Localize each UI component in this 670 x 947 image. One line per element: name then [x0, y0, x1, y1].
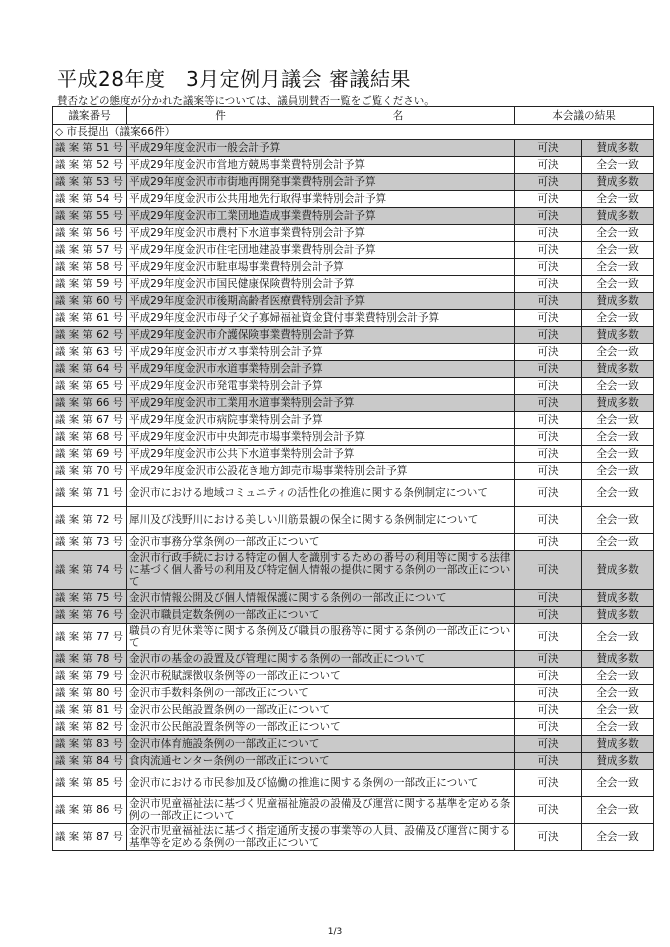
result-cell: 可決	[515, 770, 582, 797]
result-cell: 可決	[515, 736, 582, 753]
result-cell: 可決	[515, 651, 582, 668]
bill-number-cell: 議 案 第 80 号	[53, 685, 127, 702]
result-cell: 可決	[515, 753, 582, 770]
bill-number-cell: 議 案 第 68 号	[53, 429, 127, 446]
result-cell: 可決	[515, 174, 582, 191]
vote-cell: 全会一致	[582, 446, 654, 463]
bill-number-cell: 議 案 第 52 号	[53, 157, 127, 174]
bill-number-cell: 議 案 第 71 号	[53, 480, 127, 507]
table-row	[53, 668, 654, 685]
bill-subject-cell: 平成29年度金沢市中央卸売市場事業特別会計予算	[127, 429, 515, 446]
vote-cell: 全会一致	[582, 702, 654, 719]
bill-subject-cell: 金沢市手数料条例の一部改正について	[127, 685, 515, 702]
vote-cell: 全会一致	[582, 507, 654, 534]
vote-cell: 賛成多数	[582, 551, 654, 590]
bill-number-cell: 議 案 第 82 号	[53, 719, 127, 736]
bill-number-cell: 議 案 第 53 号	[53, 174, 127, 191]
bill-number-cell: 議 案 第 60 号	[53, 293, 127, 310]
bill-number-cell: 議 案 第 81 号	[53, 702, 127, 719]
vote-cell: 全会一致	[582, 412, 654, 429]
table-row	[53, 378, 654, 395]
table-row	[53, 824, 654, 851]
bill-subject-cell: 平成29年度金沢市介護保険事業費特別会計予算	[127, 327, 515, 344]
vote-cell: 賛成多数	[582, 174, 654, 191]
result-cell: 可決	[515, 225, 582, 242]
bill-number-cell: 議 案 第 84 号	[53, 753, 127, 770]
table-row	[53, 797, 654, 824]
vote-cell: 全会一致	[582, 463, 654, 480]
vote-cell: 全会一致	[582, 685, 654, 702]
bill-number-cell: 議 案 第 61 号	[53, 310, 127, 327]
table-row	[53, 480, 654, 507]
table-row	[53, 412, 654, 429]
bill-number-cell: 議 案 第 66 号	[53, 395, 127, 412]
bill-subject-cell: 金沢市事務分掌条例の一部改正について	[127, 534, 515, 551]
table-row	[53, 225, 654, 242]
bill-number-cell: 議 案 第 54 号	[53, 191, 127, 208]
bill-subject-cell: 金沢市における市民参加及び協働の推進に関する条例の一部改正について	[127, 770, 515, 797]
result-cell: 可決	[515, 208, 582, 225]
bill-subject-cell: 職員の育児休業等に関する条例及び職員の服務等に関する条例の一部改正について	[127, 624, 515, 651]
bill-subject-cell: 平成29年度金沢市駐車場事業費特別会計予算	[127, 259, 515, 276]
bill-number-cell: 議 案 第 74 号	[53, 551, 127, 590]
vote-cell: 賛成多数	[582, 395, 654, 412]
vote-cell: 賛成多数	[582, 651, 654, 668]
bill-subject-cell: 平成29年度金沢市住宅団地建設事業費特別会計予算	[127, 242, 515, 259]
bill-subject-cell: 金沢市情報公開及び個人情報保護に関する条例の一部改正について	[127, 590, 515, 607]
bill-number-cell: 議 案 第 79 号	[53, 668, 127, 685]
vote-cell: 賛成多数	[582, 753, 654, 770]
bill-subject-cell: 金沢市の基金の設置及び管理に関する条例の一部改正について	[127, 651, 515, 668]
instruction-note: 賛否などの態度が分かれた議案等については、議員別賛否一覧をご覧ください。	[57, 95, 435, 107]
table-row	[53, 344, 654, 361]
bill-subject-cell: 平成29年度金沢市ガス事業特別会計予算	[127, 344, 515, 361]
vote-cell: 全会一致	[582, 225, 654, 242]
bill-number-cell: 議 案 第 77 号	[53, 624, 127, 651]
table-row	[53, 361, 654, 378]
vote-cell: 賛成多数	[582, 361, 654, 378]
vote-cell: 全会一致	[582, 276, 654, 293]
bill-number-cell: 議 案 第 72 号	[53, 507, 127, 534]
section-label: ◇ 市長提出（議案66件）	[53, 125, 654, 140]
table-header-row	[53, 107, 654, 125]
table-row	[53, 429, 654, 446]
bill-number-cell: 議 案 第 51 号	[53, 140, 127, 157]
bill-number-cell: 議 案 第 58 号	[53, 259, 127, 276]
bill-subject-cell: 金沢市における地域コミュニティの活性化の推進に関する条例制定について	[127, 480, 515, 507]
result-cell: 可決	[515, 590, 582, 607]
table-row	[53, 607, 654, 624]
bill-subject-cell: 金沢市税賦課徴収条例等の一部改正について	[127, 668, 515, 685]
bill-subject-cell: 金沢市児童福祉法に基づく児童福祉施設の設備及び運営に関する基準を定める条例の一部改正について	[127, 797, 515, 824]
vote-cell: 全会一致	[582, 480, 654, 507]
table-row	[53, 395, 654, 412]
results-table	[52, 106, 654, 851]
table-row	[53, 507, 654, 534]
table-row	[53, 702, 654, 719]
result-cell: 可決	[515, 412, 582, 429]
result-cell: 可決	[515, 191, 582, 208]
bill-number-cell: 議 案 第 73 号	[53, 534, 127, 551]
result-cell: 可決	[515, 344, 582, 361]
vote-cell: 全会一致	[582, 242, 654, 259]
vote-cell: 賛成多数	[582, 590, 654, 607]
header-plenary-result: 本会議の結果	[515, 107, 654, 125]
table-row	[53, 590, 654, 607]
bill-number-cell: 議 案 第 78 号	[53, 651, 127, 668]
result-cell: 可決	[515, 551, 582, 590]
bill-subject-cell: 平成29年度金沢市水道事業特別会計予算	[127, 361, 515, 378]
bill-number-cell: 議 案 第 70 号	[53, 463, 127, 480]
table-row	[53, 624, 654, 651]
bill-subject-cell: 犀川及び浅野川における美しい川筋景観の保全に関する条例制定について	[127, 507, 515, 534]
result-cell: 可決	[515, 824, 582, 851]
vote-cell: 賛成多数	[582, 736, 654, 753]
table-row	[53, 293, 654, 310]
result-cell: 可決	[515, 259, 582, 276]
vote-cell: 賛成多数	[582, 607, 654, 624]
bill-subject-cell: 平成29年度金沢市公設花き地方卸売市場事業特別会計予算	[127, 463, 515, 480]
vote-cell: 賛成多数	[582, 327, 654, 344]
result-cell: 可決	[515, 310, 582, 327]
table-row	[53, 719, 654, 736]
vote-cell: 全会一致	[582, 770, 654, 797]
bill-number-cell: 議 案 第 75 号	[53, 590, 127, 607]
bill-number-cell: 議 案 第 83 号	[53, 736, 127, 753]
bill-number-cell: 議 案 第 65 号	[53, 378, 127, 395]
bill-subject-cell: 金沢市体育施設条例の一部改正について	[127, 736, 515, 753]
result-cell: 可決	[515, 507, 582, 534]
result-cell: 可決	[515, 361, 582, 378]
table-row	[53, 770, 654, 797]
header-subject-right: 名	[392, 109, 404, 122]
vote-cell: 全会一致	[582, 378, 654, 395]
result-cell: 可決	[515, 702, 582, 719]
vote-cell: 賛成多数	[582, 293, 654, 310]
bill-number-cell: 議 案 第 62 号	[53, 327, 127, 344]
table-row	[53, 446, 654, 463]
bill-number-cell: 議 案 第 57 号	[53, 242, 127, 259]
vote-cell: 全会一致	[582, 534, 654, 551]
result-cell: 可決	[515, 607, 582, 624]
bill-number-cell: 議 案 第 59 号	[53, 276, 127, 293]
bill-number-cell: 議 案 第 87 号	[53, 824, 127, 851]
page-number: 1/3	[327, 927, 343, 937]
bill-number-cell: 議 案 第 67 号	[53, 412, 127, 429]
bill-subject-cell: 金沢市公民館設置条例の一部改正について	[127, 702, 515, 719]
bill-number-cell: 議 案 第 85 号	[53, 770, 127, 797]
vote-cell: 全会一致	[582, 719, 654, 736]
result-cell: 可決	[515, 534, 582, 551]
bill-subject-cell: 平成29年度金沢市発電事業特別会計予算	[127, 378, 515, 395]
result-cell: 可決	[515, 293, 582, 310]
result-cell: 可決	[515, 446, 582, 463]
bill-subject-cell: 平成29年度金沢市病院事業特別会計予算	[127, 412, 515, 429]
table-row	[53, 140, 654, 157]
vote-cell: 全会一致	[582, 429, 654, 446]
table-row	[53, 276, 654, 293]
bill-number-cell: 議 案 第 63 号	[53, 344, 127, 361]
bill-subject-cell: 平成29年度金沢市後期高齢者医療費特別会計予算	[127, 293, 515, 310]
table-row	[53, 463, 654, 480]
result-cell: 可決	[515, 140, 582, 157]
bill-subject-cell: 金沢市行政手続における特定の個人を識別するための番号の利用等に関する法律に基づく個人番号の利用及び特定個人情報の提供に関する条例の一部改正について	[127, 551, 515, 590]
vote-cell: 全会一致	[582, 310, 654, 327]
vote-cell: 全会一致	[582, 824, 654, 851]
page-title: 平成28年度 3月定例月議会 審議結果	[57, 67, 412, 91]
table-row	[53, 208, 654, 225]
bill-subject-cell: 平成29年度金沢市国民健康保険費特別会計予算	[127, 276, 515, 293]
bill-number-cell: 議 案 第 86 号	[53, 797, 127, 824]
table-row	[53, 534, 654, 551]
table-row	[53, 191, 654, 208]
bill-number-cell: 議 案 第 55 号	[53, 208, 127, 225]
table-row	[53, 242, 654, 259]
vote-cell: 全会一致	[582, 157, 654, 174]
result-cell: 可決	[515, 463, 582, 480]
table-row	[53, 685, 654, 702]
result-cell: 可決	[515, 327, 582, 344]
table-row	[53, 753, 654, 770]
table-row	[53, 651, 654, 668]
table-row	[53, 736, 654, 753]
bill-subject-cell: 金沢市公民館設置条例等の一部改正について	[127, 719, 515, 736]
header-bill-number: 議案番号	[53, 107, 127, 125]
table-row	[53, 310, 654, 327]
bill-subject-cell: 金沢市児童福祉法に基づく指定通所支援の事業等の人員、設備及び運営に関する基準等を定める条例の一部改正について	[127, 824, 515, 851]
result-cell: 可決	[515, 624, 582, 651]
bill-subject-cell: 平成29年度金沢市工業用水道事業特別会計予算	[127, 395, 515, 412]
bill-subject-cell: 平成29年度金沢市母子父子寡婦福祉資金貸付事業費特別会計予算	[127, 310, 515, 327]
header-subject-left: 件	[215, 109, 226, 122]
vote-cell: 全会一致	[582, 797, 654, 824]
bill-subject-cell: 平成29年度金沢市公共用地先行取得事業特別会計予算	[127, 191, 515, 208]
table-row	[53, 551, 654, 590]
bill-number-cell: 議 案 第 56 号	[53, 225, 127, 242]
table-row	[53, 174, 654, 191]
bill-number-cell: 議 案 第 64 号	[53, 361, 127, 378]
vote-cell: 全会一致	[582, 191, 654, 208]
bill-subject-cell: 平成29年度金沢市公共下水道事業特別会計予算	[127, 446, 515, 463]
result-cell: 可決	[515, 480, 582, 507]
bill-subject-cell: 食肉流通センター条例の一部改正について	[127, 753, 515, 770]
result-cell: 可決	[515, 429, 582, 446]
bill-subject-cell: 平成29年度金沢市工業団地造成事業費特別会計予算	[127, 208, 515, 225]
bill-subject-cell: 金沢市職員定数条例の一部改正について	[127, 607, 515, 624]
table-row	[53, 327, 654, 344]
table-row	[53, 157, 654, 174]
result-cell: 可決	[515, 685, 582, 702]
bill-subject-cell: 平成29年度金沢市一般会計予算	[127, 140, 515, 157]
result-cell: 可決	[515, 668, 582, 685]
vote-cell: 賛成多数	[582, 140, 654, 157]
result-cell: 可決	[515, 797, 582, 824]
result-cell: 可決	[515, 395, 582, 412]
vote-cell: 全会一致	[582, 259, 654, 276]
vote-cell: 全会一致	[582, 344, 654, 361]
header-subject	[127, 107, 515, 125]
result-cell: 可決	[515, 157, 582, 174]
result-cell: 可決	[515, 276, 582, 293]
bill-number-cell: 議 案 第 76 号	[53, 607, 127, 624]
result-cell: 可決	[515, 378, 582, 395]
bill-subject-cell: 平成29年度金沢市市街地再開発事業費特別会計予算	[127, 174, 515, 191]
section-row	[53, 125, 654, 140]
result-cell: 可決	[515, 242, 582, 259]
result-cell: 可決	[515, 719, 582, 736]
bill-number-cell: 議 案 第 69 号	[53, 446, 127, 463]
vote-cell: 賛成多数	[582, 208, 654, 225]
bill-subject-cell: 平成29年度金沢市農村下水道事業費特別会計予算	[127, 225, 515, 242]
table-row	[53, 259, 654, 276]
vote-cell: 全会一致	[582, 624, 654, 651]
vote-cell: 全会一致	[582, 668, 654, 685]
bill-subject-cell: 平成29年度金沢市営地方競馬事業費特別会計予算	[127, 157, 515, 174]
